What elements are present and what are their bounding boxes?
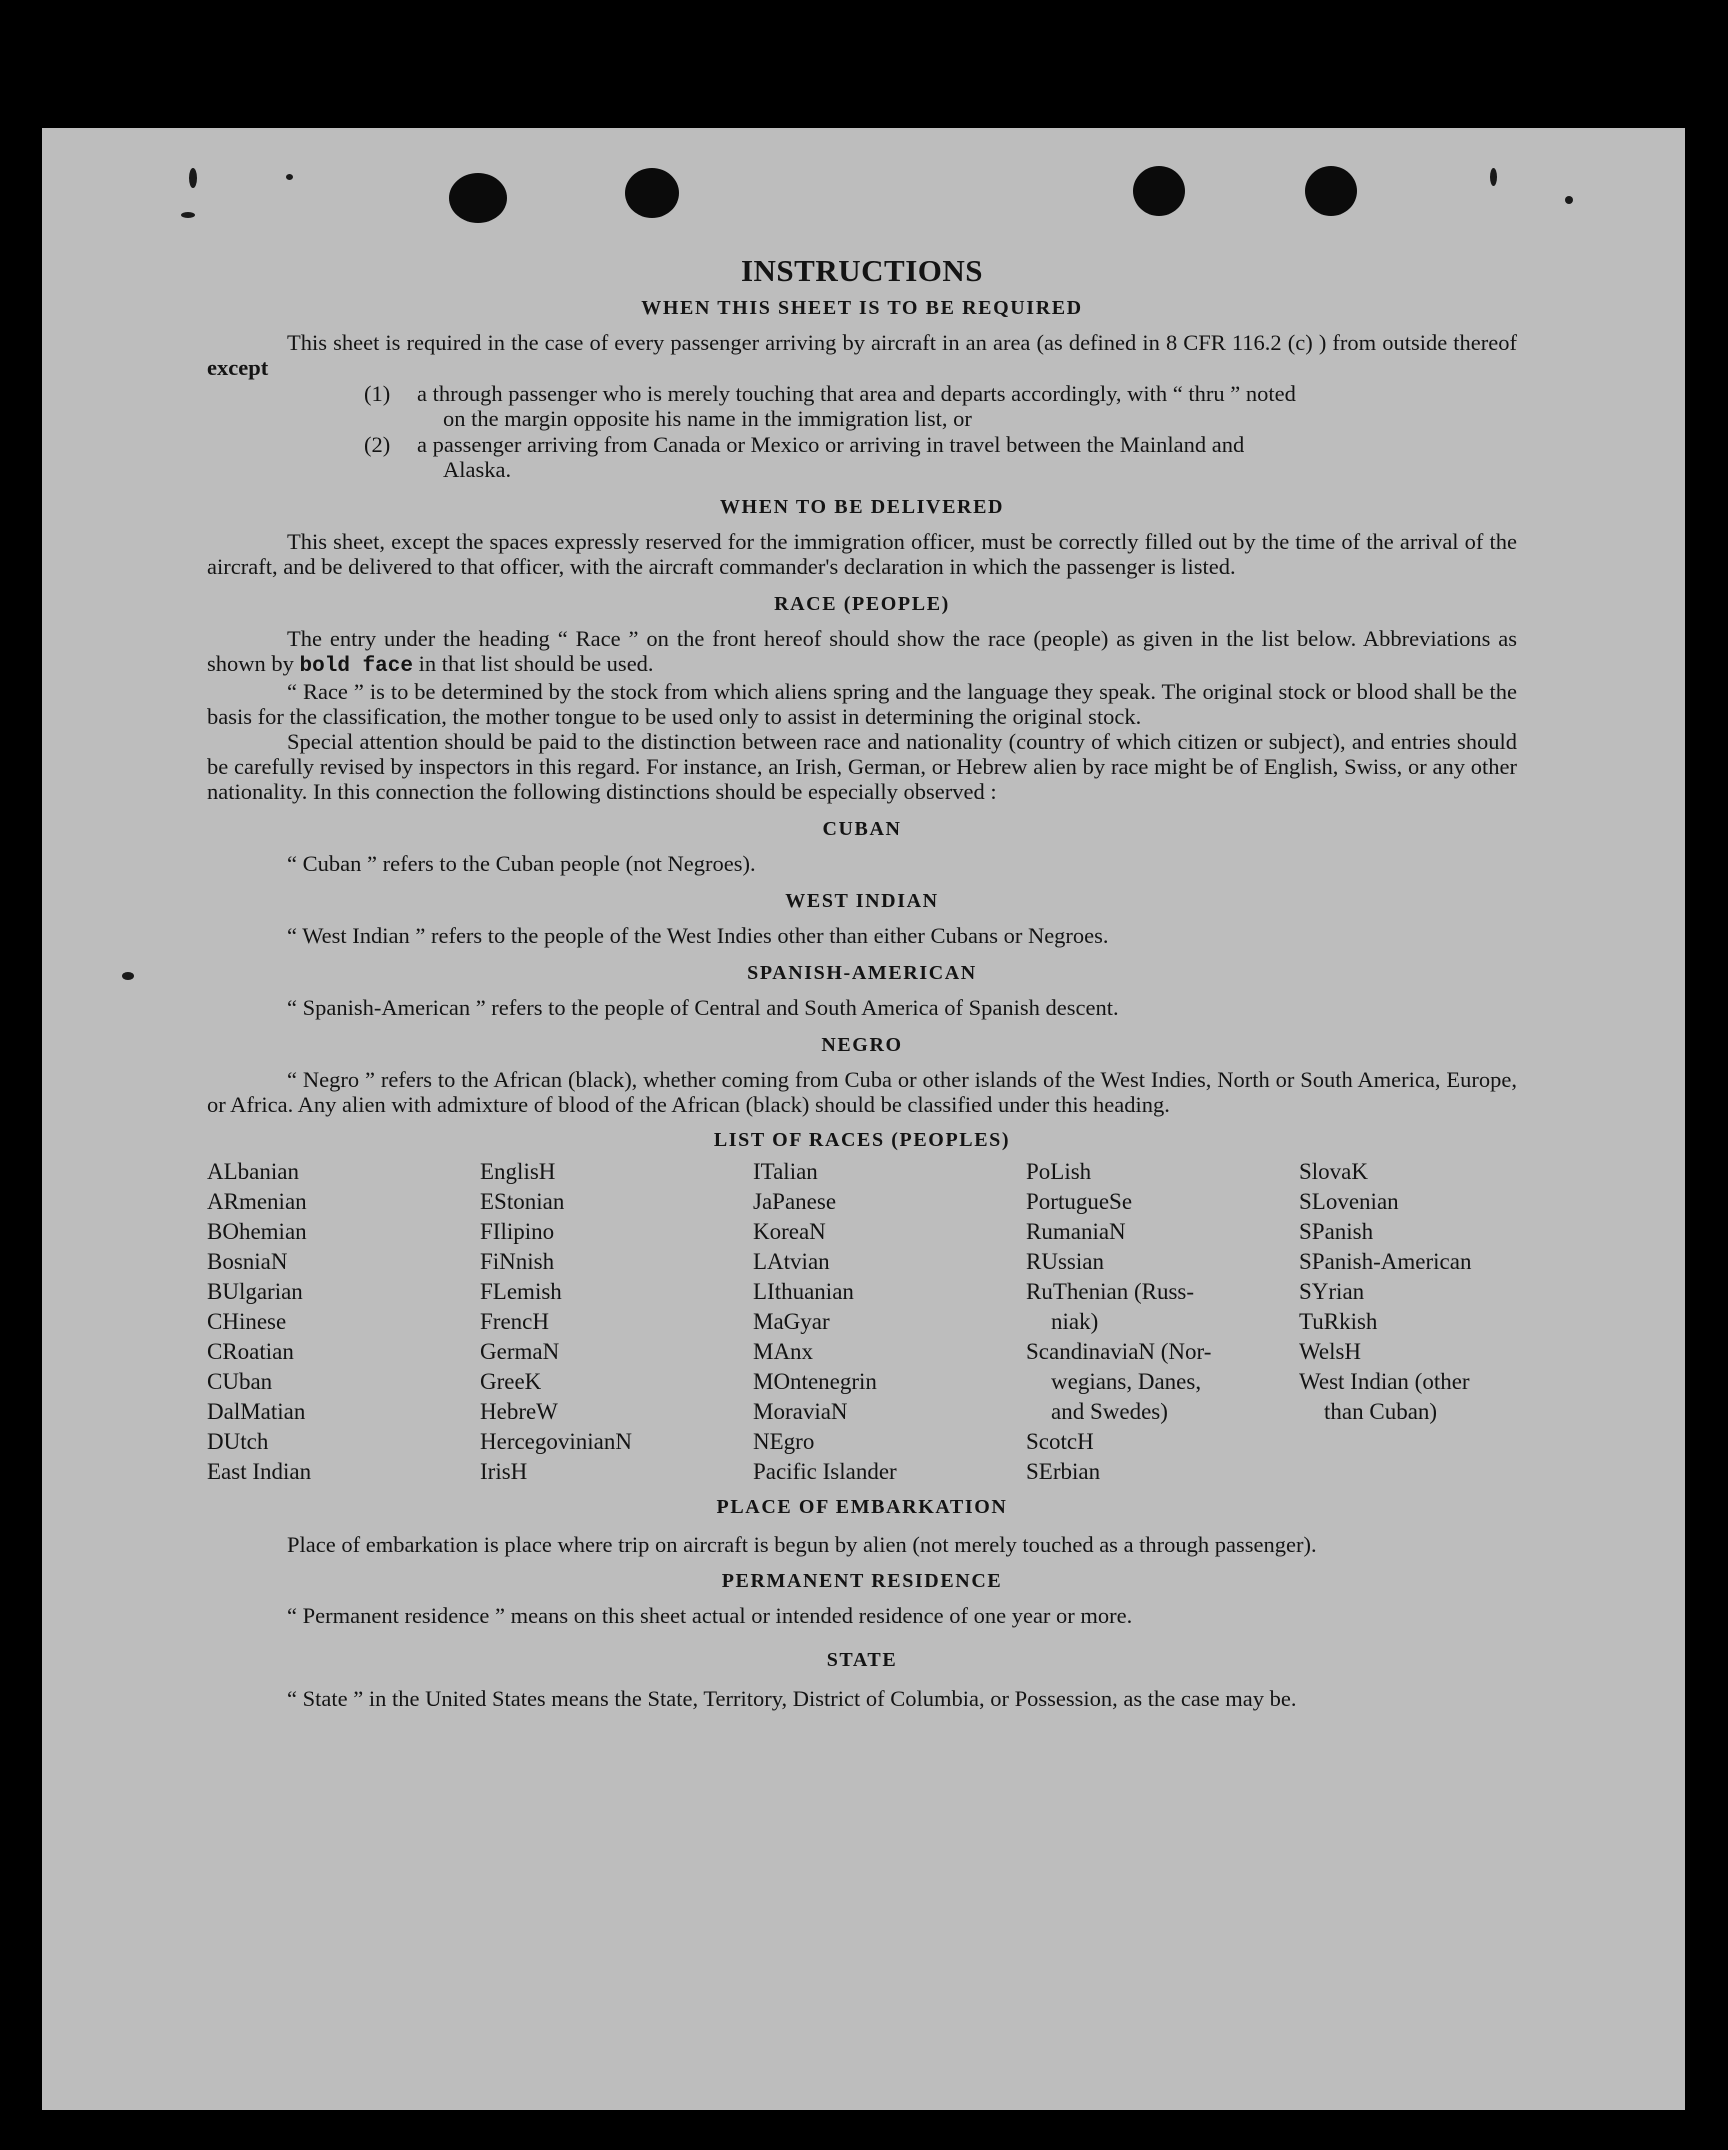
heading-when-required: WHEN THIS SHEET IS TO BE REQUIRED — [641, 297, 1083, 319]
speck — [189, 168, 197, 188]
document-page — [42, 128, 1685, 2110]
race-entry: RumaniaN — [1026, 1219, 1126, 1244]
race-entry: SLovenian — [1299, 1189, 1399, 1214]
exception-item-1: (1) a through passenger who is merely touching that area and departs accordingly, with “ thru ” noted on the margin opposite his name in the immigration list, or — [364, 381, 1296, 431]
race-entry: LIthuanian — [753, 1279, 854, 1304]
race-entry: GermaN — [480, 1339, 560, 1364]
race-entry: JaPanese — [753, 1189, 837, 1214]
race-entry: CUban — [207, 1369, 273, 1394]
heading-race: RACE (PEOPLE) — [774, 593, 950, 615]
punch-hole — [1305, 166, 1357, 216]
race-text-3: Special attention should be paid to the distinction between race and nationality (country of which citizen or subject), and entries should be carefully revised by inspectors in this regard. For instance, an Irish, German, or Hebrew alien by race might be of English, Swiss, or any other nationality. In this connection the following distinctions should be especially observed : — [207, 729, 1517, 804]
race-entry: WelsH — [1299, 1339, 1362, 1364]
race-entry: DalMatian — [207, 1399, 306, 1424]
race-entry: Pacific Islander — [753, 1459, 897, 1484]
race-entry: SPanish-American — [1299, 1249, 1472, 1274]
heading-spanish-american: SPANISH-AMERICAN — [747, 962, 977, 984]
race-entry: TuRkish — [1299, 1309, 1378, 1334]
race-entry: ITalian — [753, 1159, 818, 1184]
exception-item-2: (2) a passenger arriving from Canada or Mexico or arriving in travel between the Mainland and Alaska. — [364, 432, 1245, 482]
residence-text: “ Permanent residence ” means on this sheet actual or intended residence of one year or more. — [287, 1603, 1133, 1628]
heading-cuban: CUBAN — [822, 818, 902, 840]
embarkation-text: Place of embarkation is place where trip on aircraft is begun by alien (not merely touched as a through passenger). — [287, 1532, 1317, 1557]
races-column-3 — [753, 1157, 1026, 1487]
race-entry: than Cuban) — [1324, 1399, 1438, 1424]
race-entry: MAnx — [753, 1339, 814, 1364]
race-text-2: “ Race ” is to be determined by the stock from which aliens spring and the language they speak. The original stock or blood shall be the basis for the classification, the mother tongue to be used only to assist in determining the original stock. — [207, 679, 1517, 729]
heading-state: STATE — [826, 1649, 898, 1671]
race-text-1: The entry under the heading “ Race ” on the front hereof should show the race (people) as given in the list below. Abbreviations as shown by bold face in that list should be used. — [207, 626, 1517, 678]
negro-text: “ Negro ” refers to the African (black), whether coming from Cuba or other islands of the West Indies, North or South America, Europe, or Africa. Any alien with admixture of blood of the African (black) should be classified under this heading. — [207, 1067, 1517, 1117]
race-entry: ScotcH — [1026, 1429, 1094, 1454]
punch-hole — [625, 168, 679, 218]
race-entry: CRoatian — [207, 1339, 294, 1364]
race-entry: NEgro — [753, 1429, 815, 1454]
race-entry: SlovaK — [1299, 1159, 1368, 1184]
race-entry: FIlipino — [480, 1219, 555, 1244]
heading-permanent-residence: PERMANENT RESIDENCE — [721, 1570, 1003, 1592]
races-column-1 — [207, 1157, 480, 1487]
punch-hole — [449, 173, 507, 223]
speck — [1490, 168, 1497, 186]
race-entry: FiNnish — [480, 1249, 555, 1274]
races-list — [207, 1157, 1517, 1487]
instructions-content — [207, 253, 1517, 1716]
race-entry: ARmenian — [207, 1189, 307, 1214]
race-entry: niak) — [1051, 1309, 1099, 1334]
race-entry: and Swedes) — [1051, 1399, 1168, 1424]
race-entry: wegians, Danes, — [1051, 1369, 1202, 1394]
page-title: INSTRUCTIONS — [740, 253, 983, 288]
race-entry: RuThenian (Russ- — [1026, 1279, 1195, 1304]
race-entry: BOhemian — [207, 1219, 307, 1244]
west-indian-text: “ West Indian ” refers to the people of the West Indies other than either Cubans or Negroes. — [287, 923, 1109, 948]
race-entry: EnglisH — [480, 1159, 556, 1184]
race-entry: East Indian — [207, 1459, 312, 1484]
race-entry: IrisH — [480, 1459, 528, 1484]
race-entry: MoraviaN — [753, 1399, 848, 1424]
race-entry: West Indian (other — [1299, 1369, 1470, 1394]
heading-list-of-races: LIST OF RACES (PEOPLES) — [713, 1129, 1011, 1151]
race-entry: HercegovinianN — [480, 1429, 632, 1454]
races-column-2 — [480, 1157, 753, 1487]
race-entry: SYrian — [1299, 1279, 1365, 1304]
race-entry: PoLish — [1026, 1159, 1092, 1184]
race-entry: ALbanian — [207, 1159, 299, 1184]
race-entry: BUlgarian — [207, 1279, 303, 1304]
punch-hole — [1133, 166, 1185, 216]
race-entry: RUssian — [1026, 1249, 1104, 1274]
races-column-4 — [1026, 1157, 1299, 1487]
race-entry: FLemish — [480, 1279, 562, 1304]
race-entry: CHinese — [207, 1309, 287, 1334]
race-entry: SPanish — [1299, 1219, 1374, 1244]
heading-negro: NEGRO — [821, 1034, 903, 1056]
race-entry: ScandinaviaN (Nor- — [1026, 1339, 1212, 1364]
races-column-5 — [1299, 1157, 1529, 1487]
race-entry: BosniaN — [207, 1249, 288, 1274]
speck — [1565, 196, 1573, 204]
race-entry: MOntenegrin — [753, 1369, 877, 1394]
when-delivered-text: This sheet, except the spaces expressly reserved for the immigration officer, must be correctly filled out by the time of the arrival of the aircraft, and be delivered to that officer, with the aircraft commander's declaration in which the passenger is listed. — [207, 529, 1517, 579]
race-entry: GreeK — [480, 1369, 542, 1394]
race-entry: KoreaN — [753, 1219, 826, 1244]
speck — [181, 212, 195, 218]
speck — [122, 972, 134, 980]
race-entry: SErbian — [1026, 1459, 1101, 1484]
race-entry: MaGyar — [753, 1309, 830, 1334]
race-entry: DUtch — [207, 1429, 269, 1454]
heading-when-delivered: WHEN TO BE DELIVERED — [719, 496, 1005, 518]
heading-west-indian: WEST INDIAN — [785, 890, 939, 912]
cuban-text: “ Cuban ” refers to the Cuban people (not Negroes). — [287, 851, 756, 876]
spanish-american-text: “ Spanish-American ” refers to the people of Central and South America of Spanish descent. — [287, 995, 1119, 1020]
speck — [286, 174, 293, 180]
when-required-text: This sheet is required in the case of every passenger arriving by aircraft in an area (as defined in 8 CFR 116.2 (c) ) from outside thereof except — [207, 330, 1517, 380]
race-entry: PortugueSe — [1026, 1189, 1133, 1214]
race-entry: LAtvian — [753, 1249, 830, 1274]
race-entry: EStonian — [480, 1189, 565, 1214]
race-entry: HebreW — [480, 1399, 558, 1424]
race-entry: FrencH — [480, 1309, 549, 1334]
state-text: “ State ” in the United States means the State, Territory, District of Columbia, or Possession, as the case may be. — [287, 1686, 1297, 1711]
heading-embarkation: PLACE OF EMBARKATION — [716, 1496, 1008, 1518]
